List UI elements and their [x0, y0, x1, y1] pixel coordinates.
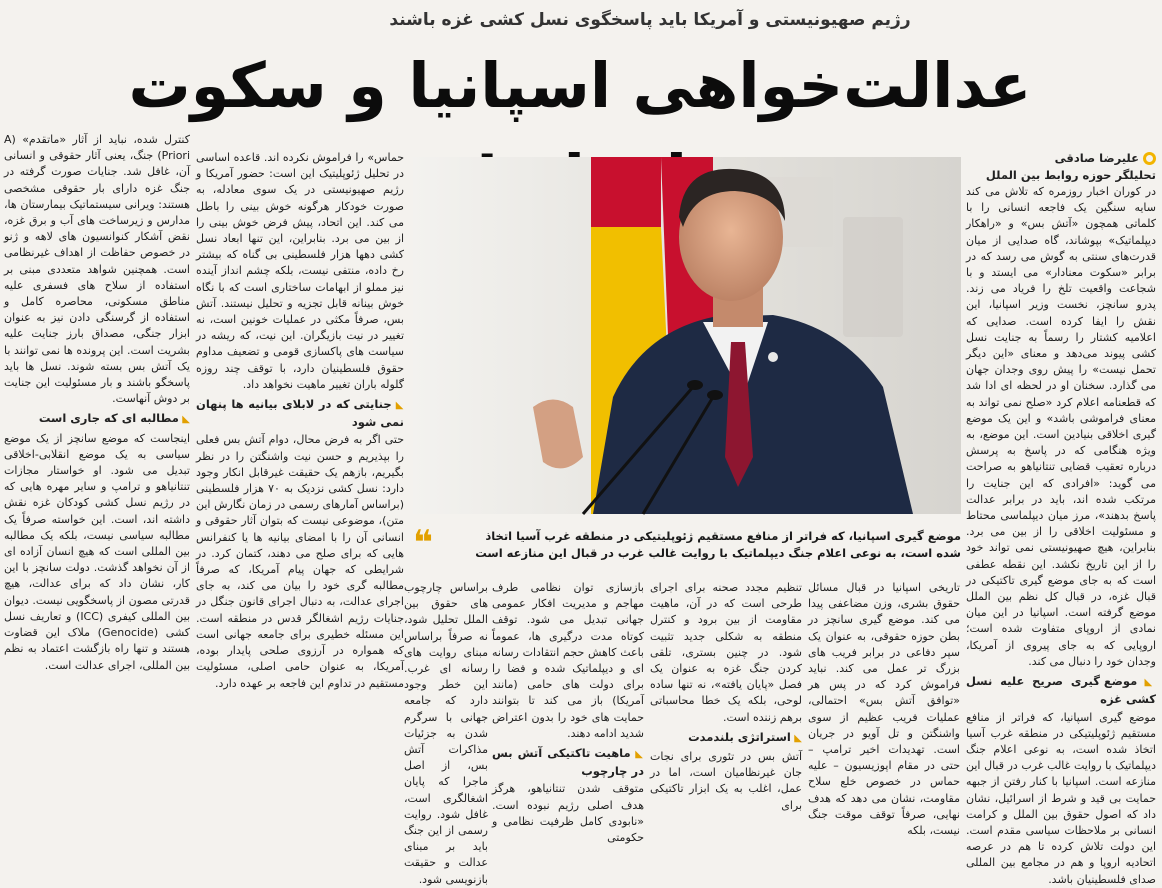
article-paragraph: حماس» را فراموش نکرده اند. قاعده اساسی در تحلیل ژئوپلیتیک این است: حضور آمریکا و رژیم صهیونیستی در یک سوی معادله، به صورت خودکار هرگونه خوش بینی را باطل می کند. این اتحاد، پیش فرض خوش بینی را از بین می برد. بنابراین، این تنها ابعاد نسل کشی دهها هزار فلسطینی بی گناه که بیشتر رخ داده، منتفی نیست، بلکه چشم انداز آینده نیز مملو از ابهامات ساختاری است که با نگاه خوش بینانه قابل تجزیه و تحلیل نیستند. آتش بس، صرفاً مکثی در عملیات خونین است، نه تغییر در نیت بازیگران. این نیت، که ریشه در سیاست های پاکسازی قومی و تضعیف مداوم حقوق فلسطینیان دارد، با توقف چند روزه گلوله باران تغییر ماهیت نخواهد داد. — [196, 151, 404, 391]
article-paragraph: متوقف شدن تنتانیاهو، هرگز هدف اصلی رژیم نبوده است. «نابودی کامل ظرفیت نظامی و حکومتی — [492, 782, 644, 845]
article-paragraph: براساس چارچوب های حقوق بین الملل تحلیل شود، نه صرفاً براساس مبنای روایت های رسانه ای غرب. این خطر وجود دارد که جامعه جهانی با سرگرم شدن به جزئیات مذاکرات آتش بس، از اصل ماجرا که پایان اشغالگری است، غافل شود. روایت رسمی از این جنگ باید بر مبنای عدالت و حقیقت بازنویسی شود. — [404, 581, 488, 886]
article-paragraph: حتی اگر به فرض محال، دوام آتش بس فعلی را بپذیریم و حسن نیت واشنگتن را در نظر بگیریم، بازهم یک حقیقت غیرقابل انکار وجود دارد: نسل کشی نزدیک به ۷۰ هزار فلسطینی (براساس آمارهای رسمی در زمان نگارش این متن)، موضوعی نیست که بتوان آثار حقوقی و انسانی آن را با امضای بیانیه ها یا کنفرانس هایی که برای صلح می دهند، کتمان کرد. در شرایطی که جهان پیام آمریکا، که صرفاً مطالبه گری خود را بیان می کند، به جای اجرای عدالت، به دنبال اجرای قانون جنگل در جنایات رژیم اشغالگر قدس در منطقه است. این مسئله خطیری برای جامعه جهانی است که همواره در آرزوی صلحی پایدار بوده، آمریکا، به عنوان حامی اصلی، مسئولیت مستقیم در تداوم این فاجعه بر عهده دارد. — [196, 433, 404, 690]
article-paragraph: کنترل شده، نباید از آثار «ماتقدم» (A Priori) جنگ، یعنی آثار حقوقی و انسانی آن، غافل شد. جنایات صورت گرفته در جنگ غزه دارای بار حقوقی مشخصی هستند: ویرانی سیستماتیک بیمارستان ها، مدارس و زیرساخت های آب و برق غزه، نقض آشکار کنوانسیون های لاهه و ژنو در خصوص حفاظت از اهداف غیرنظامی است. همچنین شواهد متعددی مبنی بر استفاده از سلاح های فسفری علیه مناطق مسکونی، محاصره کامل و استفاده از گرسنگی دادن نیز به عنوان ابزار جنگی، مصداق بارز جنایت علیه بشریت است. این پرونده ها نمی توانند با یک آتش بس بسته شوند. نسل ها باید پاسخگو باشند و بار مسئولیت این جنایت بر دوش آنهاست. — [4, 133, 190, 406]
author-name: علیرضا صادقی — [1054, 151, 1139, 165]
article-paragraph: در کوران اخبار روزمره که تلاش می کند سایه سنگین یک فاجعه انسانی را با کلماتی همچون «آتش بس» و «راهکار دیپلماتیک» بپوشاند، گاه صدایی از میان قدرت‌های سنتی به گوش می رسد که در برابر «سکوت معنادار» می ایستد و با شجاعت واقعیت تلخ را فریاد می زند. پدرو سانچز، نخست وزیر اسپانیا، این نقش را ایفا کرده است. صدایی که اعلامیه کشتار را رسماً به جنایت نسل کشی پیوند می‌دهد و معنای «این دیگر تحمل نیست» را پیش روی وجدان جهان می گذارد. سخنان او در لحظه ای ادا شد که قطعنامه اعلام کرد «صلح نمی تواند به معنای فراموشی باشد» و این یک موضع گیری اخلاقی بنیادین است. این موضع، به ویژه هنگامی که در پاسخ به پرسش درباره تعقیب قضایی تنتانیاهو به صراحت می گوید: «افرادی که این جنایت را مرتکب شده اند، باید در برابر عدالت پاسخ بدهند»، مرز میان دیپلماسی محتاط و مسئولیت اخلاقی را از بین می برد. بنابراین، هیچ صهیونیستی نمی تواند خود را از این تاریخ نکشد. این نقطه عطفی است که به جای موضع گیری تاکتیکی در قبال غزه، در قبال کل نظم بین الملل موضع گرفته است. اسپانیا در این میان نمادی از اروپای متفاوت شده است؛ اروپایی که به جای پیروی از آمریکا، وجدان خود را دنبال می کند. — [966, 185, 1156, 668]
article-paragraph: آتش بس در تئوری برای نجات جان غیرنظامیان است، اما در عمل، اغلب به یک ابزار تاکتیکی برای — [650, 750, 802, 812]
main-headline: عدالت‌خواهی اسپانیا و سکوت — [128, 49, 1032, 122]
subheading: ◣ موضع گیری صریح علیه نسل کشی غزه — [966, 673, 1156, 707]
subheading: ◣ جنایتی که در لابلای بیانیه ها پنهان نمی شود — [196, 396, 404, 430]
subheading: ◣ مطالبه ای که جاری است — [4, 410, 190, 428]
author-byline — [966, 150, 1156, 167]
article-paragraph: تنظیم مجدد صحنه برای اجرای طرحی است که در آن، ماهیت مقاومت از بین برود و کنترل منطقه به شکلی جدید تثبیت شود. در چنین بستری، تلقی کردن جنگ غزه به عنوان یک فصل «پایان یافته»، نه تنها ساده لوحی، بلکه یک خطا محاسباتی برهم زننده است. — [650, 581, 802, 724]
author-title: تحلیلگر حوزه روابط بین الملل — [985, 168, 1156, 182]
subheading: ◣ استراتژی بلندمدت — [650, 729, 802, 747]
column-right — [966, 150, 1156, 886]
subheading: ◣ ماهیت تاکتیکی آتش بس در چارچوب — [492, 745, 644, 779]
column-left — [4, 132, 190, 746]
photo-caption — [413, 522, 961, 570]
article-photo — [413, 157, 961, 514]
bottom-column-3 — [492, 580, 644, 845]
article-paragraph: اینجاست که موضع سانچز از یک موضع سیاسی به یک موضع انقلابی-اخلاقی تبدیل می شود. او خواستار مجازات تنتانیاهو و ترامپ و سایر مهره هایی که در رژیم نسل کشی کودکان غزه نقش داشته اند، است. این خواسته صرفاً یک مطالبه سیاسی نیست، بلکه یک مطالبه بین المللی است که هیچ انسان آزاده ای از آن نخواهد گذشت. دولت سانچز با این کار، نشان داد که برای عدالت، هیچ قدرتی مصون از پاسخگویی نیست. دیوان بین المللی کیفری (ICC) و تعاریف نسل کشی (Genocide) ملاک این قضاوت هستند و تنها راه بازگشت اعتماد به نظم بین المللی، اجرای عدالت است. — [4, 431, 191, 672]
bottom-column-4 — [404, 580, 488, 886]
kicker-headline: رژیم صهیونیستی و آمریکا باید پاسخگوی نسل کشی غزه باشند — [389, 10, 911, 30]
bottom-column-1 — [808, 580, 960, 838]
photo-illustration — [413, 157, 961, 514]
bottom-column-2 — [650, 580, 802, 812]
article-paragraph: موضع گیری اسپانیا، که فراتر از منافع مستقیم ژئوپلیتیکی در منطقه غرب آسیا اتخاذ شده است، به نوعی اعلام جنگ دیپلماتیک با روایت غالب غرب در قبال این منازعه است. اسپانیا با کنار رفتن از جبهه حمایت بی قید و شرط از اسرائیل، نشان داد که اصول حقوق بین الملل و کرامت انسانی بر ملاحظات سیاسی مقدم است. این دولت تلاش کرده تا هم در عرصه اتحادیه اروپا و هم در مجامع بین المللی صدای فلسطینیان باشد. — [966, 710, 1156, 886]
caption-text: موضع گیری اسپانیا، که فراتر از منافع مستقیم ژئوپلیتیکی در منطقه غرب آسیا اتخاذ شده است، به نوعی اعلام جنگ دیپلماتیک با روایت غالب غرب در قبال این منازعه است — [475, 529, 961, 560]
quote-icon: ❝ — [413, 523, 433, 563]
article-paragraph: تاریخی اسپانیا در قبال مسائل حقوق بشری، وزن مضاعفی پیدا می کند. موضع گیری سانچز در بطن حوزه حقوقی، به عنوان یک سپر دفاعی در برابر فریب های بزرگ تر عمل می کند. نباید فراموش کرد که در پس هر «توافق آتش بس» احتمالی، عملیات فریب عظیم از سوی واشنگتن و تل آویو در جریان است. تهدیدات اخیر ترامپ – حتی در مقام اپوزیسیون – علیه حماس در خصوص خلع سلاح مقاومت، نشان می دهد که هدف نهایی، صرفاً توقف موقت جنگ نیست، بلکه — [808, 581, 960, 838]
article-paragraph: بازسازی توان نظامی طرف مهاجم و مدیریت افکار عمومی جهانی تبدیل می شود. توقف کوتاه مدت درگیری ها، عموماً باعث کاهش حجم انتقادات رسانه ای و دیپلماتیک شده و فضا را برای دولت های حامی (مانند آمریکا) باز می کند تا بتوانند حمایت های خود را بدون اعتراض شدید ادامه دهند. — [492, 581, 644, 740]
author-icon — [1143, 152, 1156, 165]
column-middle-left — [196, 150, 404, 746]
